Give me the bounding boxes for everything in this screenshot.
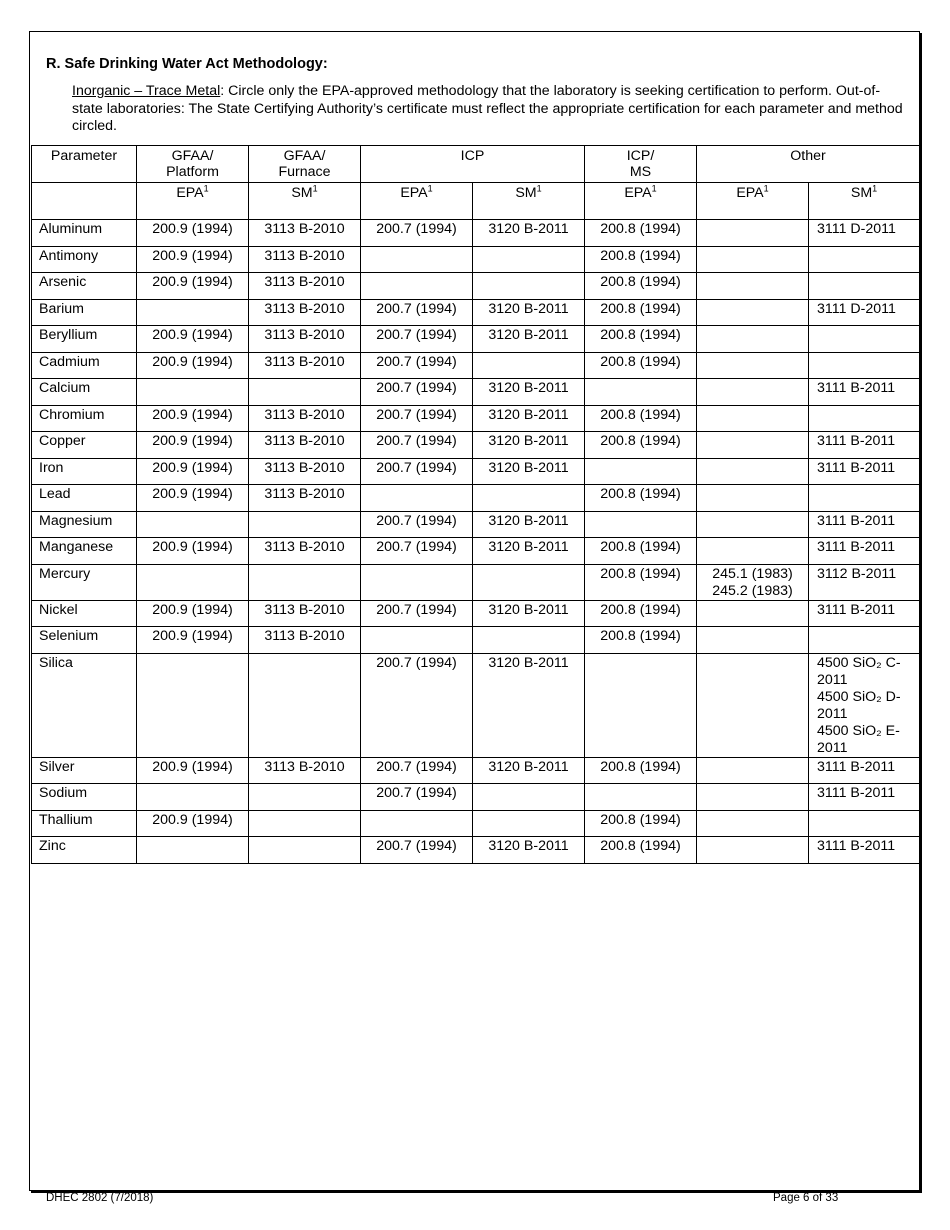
method-cell[interactable]: 200.9 (1994) [137,600,249,627]
method-cell[interactable]: 200.8 (1994) [585,600,697,627]
method-cell[interactable]: 200.8 (1994) [585,810,697,837]
parameter-cell: Mercury [32,564,137,600]
parameter-cell: Beryllium [32,326,137,353]
method-cell[interactable]: 200.7 (1994) [361,326,473,353]
table-row [32,810,920,837]
method-cell[interactable]: 200.9 (1994) [137,246,249,273]
method-cell[interactable]: 200.8 (1994) [585,485,697,512]
subheader-text: EPA [400,185,428,201]
method-cell[interactable] [137,299,249,326]
parameter-cell: Selenium [32,627,137,654]
method-cell[interactable] [809,273,920,300]
method-cell[interactable] [473,352,585,379]
table-row [32,326,920,353]
method-cell[interactable]: 3120 B-2011 [473,432,585,459]
method-cell[interactable]: 200.7 (1994) [361,837,473,864]
method-cell[interactable]: 3111 B-2011 [809,432,920,459]
footnote-mark: 1 [203,183,209,194]
method-cell[interactable]: 3113 B-2010 [249,273,361,300]
method-cell[interactable] [697,757,809,784]
subheader-icp-epa [361,183,473,220]
method-line: 2011 [817,671,848,688]
table-row [32,485,920,512]
method-cell[interactable]: 3113 B-2010 [249,432,361,459]
method-cell[interactable]: 200.8 (1994) [585,299,697,326]
section-title: R. Safe Drinking Water Act Methodology: [46,56,328,72]
method-cell[interactable] [473,810,585,837]
method-cell[interactable]: 3113 B-2010 [249,326,361,353]
method-line: 4500 SiO₂ E- [817,722,900,739]
method-cell[interactable]: 3113 B-2010 [249,246,361,273]
table-row [32,538,920,565]
table-row [32,837,920,864]
method-cell[interactable]: 200.7 (1994) [361,220,473,247]
table-row [32,784,920,811]
subheader-gfaa-platform [137,183,249,220]
method-line: 245.2 (1983) [712,582,793,599]
method-line: 2011 [817,739,848,756]
method-cell[interactable] [697,810,809,837]
method-cell[interactable]: 200.7 (1994) [361,299,473,326]
method-cell[interactable] [809,485,920,512]
method-cell[interactable] [697,405,809,432]
parameter-cell: Iron [32,458,137,485]
table-row [32,511,920,538]
method-cell[interactable] [361,810,473,837]
method-cell[interactable] [585,653,697,757]
method-cell[interactable] [249,564,361,600]
parameter-cell: Calcium [32,379,137,406]
method-cell[interactable] [473,246,585,273]
method-cell[interactable]: 3113 B-2010 [249,757,361,784]
method-cell[interactable]: 200.7 (1994) [361,379,473,406]
method-cell[interactable] [585,511,697,538]
table-row [32,379,920,406]
method-cell[interactable] [697,627,809,654]
method-cell[interactable] [249,810,361,837]
header-gfaa-furnace [249,146,361,183]
method-cell[interactable] [361,273,473,300]
subheader-other-sm [809,183,920,220]
method-cell[interactable]: 3111 B-2011 [809,757,920,784]
parameter-cell: Antimony [32,246,137,273]
parameter-cell: Copper [32,432,137,459]
footnote-mark: 1 [536,183,542,194]
footnote-mark: 1 [427,183,433,194]
method-cell[interactable]: 200.8 (1994) [585,564,697,600]
method-cell[interactable] [137,784,249,811]
method-cell[interactable]: 200.8 (1994) [585,352,697,379]
method-cell[interactable]: 3111 D-2011 [809,299,920,326]
method-cell[interactable]: 3120 B-2011 [473,379,585,406]
method-cell[interactable] [361,485,473,512]
method-cell[interactable]: 3120 B-2011 [473,600,585,627]
method-cell[interactable] [137,511,249,538]
method-cell[interactable] [809,326,920,353]
table-row [32,220,920,247]
method-cell[interactable] [697,379,809,406]
method-cell[interactable]: 3120 B-2011 [473,757,585,784]
header-row-methods [32,183,920,220]
footnote-mark: 1 [763,183,769,194]
method-cell[interactable]: 3120 B-2011 [473,299,585,326]
subheader-icp-sm [473,183,585,220]
method-cell[interactable]: 3111 B-2011 [809,837,920,864]
subheader-icp-ms [585,183,697,220]
table-row [32,405,920,432]
subheader-text: SM [515,185,537,201]
method-cell[interactable]: 3120 B-2011 [473,405,585,432]
parameter-cell: Nickel [32,600,137,627]
parameter-cell: Chromium [32,405,137,432]
table-row [32,246,920,273]
method-cell[interactable] [697,220,809,247]
method-cell[interactable]: 200.9 (1994) [137,432,249,459]
parameter-cell: Barium [32,299,137,326]
method-cell[interactable]: 200.9 (1994) [137,757,249,784]
subheader-other-epa [697,183,809,220]
method-cell[interactable] [361,627,473,654]
method-cell[interactable]: 3120 B-2011 [473,653,585,757]
method-cell[interactable]: 200.9 (1994) [137,627,249,654]
method-cell[interactable]: 200.7 (1994) [361,458,473,485]
method-cell[interactable]: 200.9 (1994) [137,458,249,485]
page-number: Page 6 of 33 [773,1192,839,1204]
subheader-text: SM [850,185,873,201]
table-row [32,352,920,379]
method-cell[interactable]: 3111 B-2011 [809,511,920,538]
header-other: Other [697,146,920,183]
parameter-cell: Arsenic [32,273,137,300]
method-cell[interactable]: 200.9 (1994) [137,326,249,353]
subheader-text: EPA [736,185,764,201]
method-cell[interactable]: 200.8 (1994) [585,538,697,565]
header-gfaa-platform [137,146,249,183]
method-cell[interactable]: 200.7 (1994) [361,600,473,627]
method-cell[interactable]: 200.7 (1994) [361,511,473,538]
header-gfaa-platform-label: GFAA/ Platform [166,148,219,180]
method-cell[interactable]: 3111 B-2011 [809,458,920,485]
subheader-text: EPA [624,185,652,201]
method-cell[interactable]: 3113 B-2010 [249,600,361,627]
method-cell[interactable] [809,246,920,273]
table-row [32,757,920,784]
method-cell[interactable]: 200.7 (1994) [361,653,473,757]
parameter-cell: Zinc [32,837,137,864]
method-cell[interactable]: 200.8 (1994) [585,627,697,654]
method-cell[interactable] [473,485,585,512]
method-cell[interactable]: 200.8 (1994) [585,246,697,273]
method-cell[interactable]: 200.7 (1994) [361,784,473,811]
header-row-groups [32,146,920,183]
method-cell[interactable]: 3111 B-2011 [809,379,920,406]
table-row [32,564,920,600]
method-cell[interactable] [473,564,585,600]
intro-text: : Circle only the EPA-approved methodology that the laboratory is seeking certification to perform. Out-of-state laboratories: The State Certifying Authority’s certificate must reflect the appropriate certification for each parameter and method circled. [72,83,903,134]
method-cell[interactable] [697,273,809,300]
method-cell[interactable]: 200.8 (1994) [585,326,697,353]
method-cell[interactable]: 200.9 (1994) [137,485,249,512]
header-icp-ms [585,146,697,183]
footnote-mark: 1 [312,183,318,194]
method-cell[interactable] [697,458,809,485]
header-gfaa-furnace-label: GFAA/ Furnace [278,148,331,180]
method-line: 2011 [817,705,848,722]
method-cell[interactable] [361,564,473,600]
method-cell[interactable]: 3111 B-2011 [809,784,920,811]
method-cell[interactable]: 3120 B-2011 [473,458,585,485]
method-cell[interactable]: 3113 B-2010 [249,627,361,654]
method-cell[interactable]: 200.9 (1994) [137,538,249,565]
method-cell[interactable] [249,511,361,538]
method-cell[interactable]: 3111 D-2011 [809,220,920,247]
method-cell[interactable] [137,379,249,406]
header-icp: ICP [361,146,585,183]
method-cell[interactable]: 3113 B-2010 [249,405,361,432]
subheader-text: SM [291,185,313,201]
footnote-mark: 1 [651,183,657,194]
table-row [32,653,920,757]
method-cell[interactable] [361,246,473,273]
method-cell[interactable] [809,352,920,379]
method-cell[interactable] [473,627,585,654]
method-cell[interactable]: 3113 B-2010 [249,299,361,326]
method-cell[interactable]: 3120 B-2011 [473,326,585,353]
method-cell[interactable] [697,246,809,273]
method-cell[interactable] [697,326,809,353]
parameter-cell: Sodium [32,784,137,811]
header-parameter: Parameter [32,146,137,183]
table-row [32,299,920,326]
table-row [32,432,920,459]
method-cell[interactable] [473,273,585,300]
method-cell[interactable]: 3120 B-2011 [473,511,585,538]
method-cell[interactable]: 200.9 (1994) [137,810,249,837]
parameter-cell: Cadmium [32,352,137,379]
method-cell[interactable] [249,379,361,406]
method-cell[interactable] [249,837,361,864]
method-cell[interactable]: 200.9 (1994) [137,273,249,300]
method-cell[interactable]: 200.8 (1994) [585,837,697,864]
method-cell[interactable] [697,432,809,459]
method-cell[interactable]: 200.7 (1994) [361,538,473,565]
method-cell[interactable] [585,379,697,406]
table-row [32,627,920,654]
table-row [32,600,920,627]
method-line: 4500 SiO₂ C- [817,654,901,671]
subheader-text: EPA [176,185,204,201]
method-cell[interactable] [809,653,920,757]
parameter-cell: Magnesium [32,511,137,538]
method-cell[interactable] [585,784,697,811]
method-cell[interactable] [697,784,809,811]
method-cell[interactable] [697,299,809,326]
method-cell[interactable] [697,511,809,538]
method-cell[interactable] [809,627,920,654]
method-cell[interactable] [697,485,809,512]
method-cell[interactable] [137,653,249,757]
method-cell[interactable] [809,405,920,432]
method-line: 4500 SiO₂ D- [817,688,901,705]
method-line: 245.1 (1983) [712,565,793,582]
method-cell[interactable]: 200.8 (1994) [585,432,697,459]
methodology-table [31,145,920,864]
method-cell[interactable] [697,653,809,757]
method-cell[interactable]: 3113 B-2010 [249,352,361,379]
method-cell[interactable]: 200.8 (1994) [585,405,697,432]
method-cell[interactable]: 200.7 (1994) [361,757,473,784]
method-cell[interactable] [697,564,809,600]
method-cell[interactable]: 3111 B-2011 [809,538,920,565]
method-cell[interactable]: 200.7 (1994) [361,432,473,459]
method-cell[interactable]: 3112 B-2011 [809,564,920,600]
parameter-cell: Aluminum [32,220,137,247]
method-cell[interactable]: 200.8 (1994) [585,757,697,784]
method-cell[interactable]: 3113 B-2010 [249,220,361,247]
method-cell[interactable]: 200.9 (1994) [137,220,249,247]
method-cell[interactable]: 3113 B-2010 [249,538,361,565]
parameter-cell: Manganese [32,538,137,565]
header-icp-ms-label: ICP/ MS [626,148,655,180]
method-cell[interactable]: 3111 B-2011 [809,600,920,627]
method-cell[interactable]: 3120 B-2011 [473,220,585,247]
parameter-cell: Thallium [32,810,137,837]
footnote-mark: 1 [872,183,878,194]
form-id: DHEC 2802 (7/2018) [46,1192,154,1204]
parameter-cell: Lead [32,485,137,512]
method-cell[interactable] [473,784,585,811]
method-cell[interactable]: 3113 B-2010 [249,458,361,485]
subheader-gfaa-furnace [249,183,361,220]
method-cell[interactable] [697,538,809,565]
method-cell[interactable]: 200.9 (1994) [137,352,249,379]
method-cell[interactable] [585,458,697,485]
method-cell[interactable]: 3120 B-2011 [473,837,585,864]
method-cell[interactable]: 200.8 (1994) [585,220,697,247]
table-row [32,273,920,300]
method-cell[interactable] [697,600,809,627]
method-cell[interactable] [697,352,809,379]
table-body [32,220,920,864]
method-cell[interactable]: 3120 B-2011 [473,538,585,565]
method-cell[interactable]: 3113 B-2010 [249,485,361,512]
method-cell[interactable] [249,784,361,811]
method-cell[interactable] [137,837,249,864]
intro-paragraph [72,83,908,136]
method-cell[interactable] [697,837,809,864]
method-cell[interactable] [249,653,361,757]
method-cell[interactable] [137,564,249,600]
method-cell[interactable]: 200.8 (1994) [585,273,697,300]
table-row [32,458,920,485]
parameter-cell: Silica [32,653,137,757]
method-cell[interactable] [809,810,920,837]
header-blank [32,183,137,220]
parameter-cell: Silver [32,757,137,784]
intro-label: Inorganic – Trace Metal [72,83,221,99]
method-cell[interactable]: 200.7 (1994) [361,405,473,432]
method-cell[interactable]: 200.7 (1994) [361,352,473,379]
method-cell[interactable]: 200.9 (1994) [137,405,249,432]
